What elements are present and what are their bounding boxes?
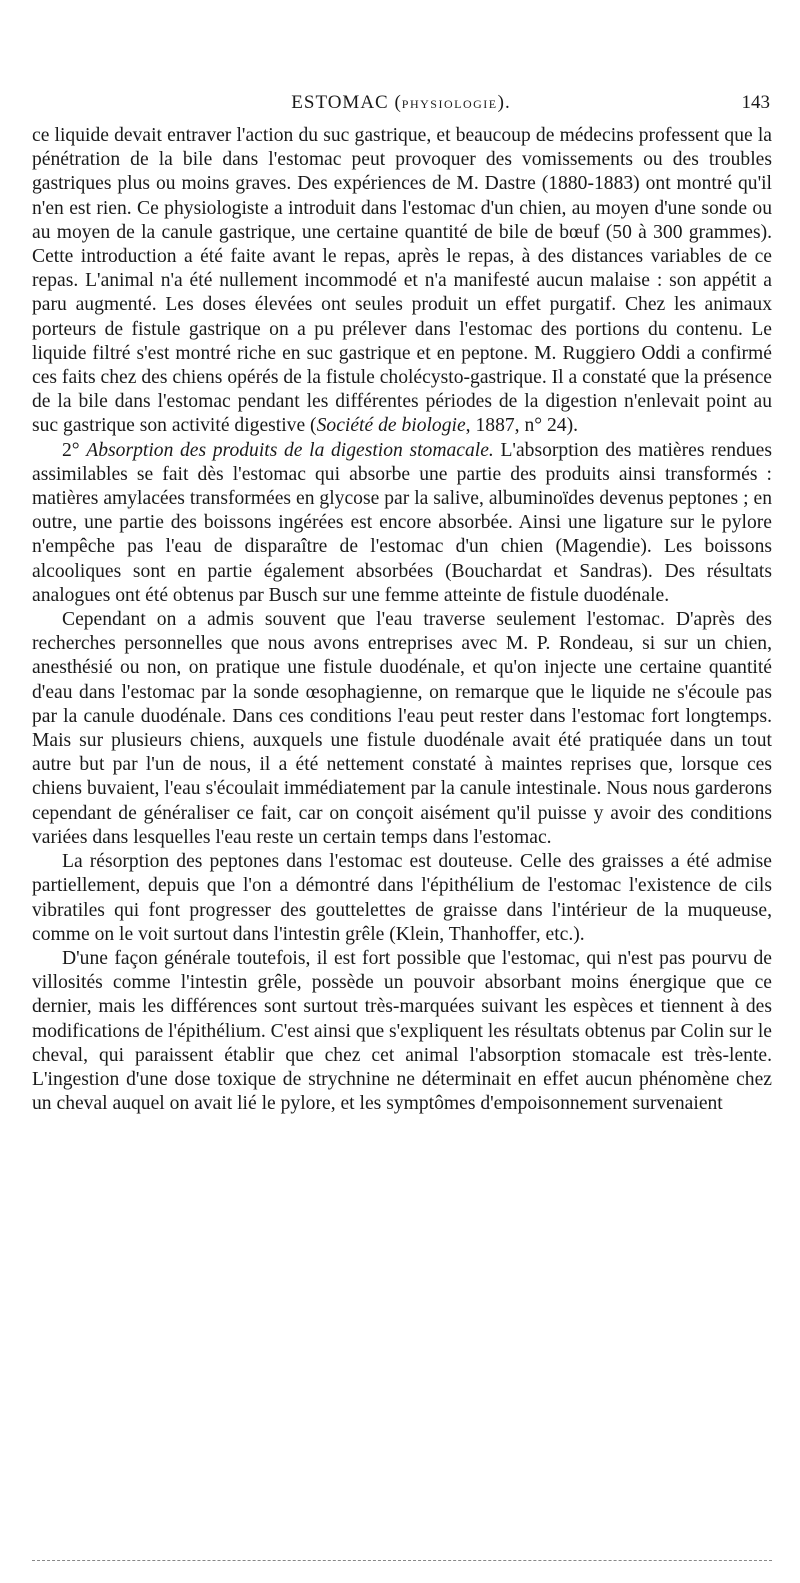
paragraph-3: Cependant on a admis souvent que l'eau traverse seulement l'estomac. D'après des recherches personnelles que nous avons entreprises avec M. P. Rondeau, si sur un chien, anesthésié ou non, on pratique une fistule duodénale, et qu'on injecte une certaine quantité d'eau dans l'estomac par la sonde œsophagienne, on remarque que le liquide ne s'écoule pas par la canule duodénale. Dans ces conditions l'eau peut rester dans l'estomac fort longtemps. Mais sur plusieurs chiens, auxquels une fistule duodénale avait été pratiquée dans un tout autre but par l'un de nous, il a été nettement constaté à maintes reprises que, lorsque ces chiens buvaient, l'eau s'écoulait immédiatement par la canule intestinale. Nous nous garderons cependant de généraliser ce fait, car on conçoit aisément qu'il puisse y avoir des conditions variées dans lesquelles l'eau reste un certain temps dans l'estomac. xyxy=(32,609,772,848)
paragraph-1-text: ce liquide devait entraver l'action du suc gastrique, et beaucoup de médecins professent que la pénétration de la bile dans l'estomac peut provoquer des vomissements ou des troubles gastriques plus ou moins graves. Des expériences de M. Dastre (1880-1883) ont montré qu'il n'en est rien. Ce physiologiste a introduit dans l'estomac d'un chien, au moyen d'une sonde ou au moyen de la canule gastrique, une certaine quantité de bile de bœuf (50 à 300 grammes). Cette introduction a été faite avant le repas, après le repas, à des distances variables de ce repas. L'animal n'a été nullement incommodé et n'a manifesté aucun malaise : son appétit a paru augmenté. Les doses élevées ont seules produit un effet purgatif. Chez les animaux porteurs de fistule gastrique on a pu prélever dans l'estomac des portions du contenu. Le liquide filtré s'est montré riche en suc gastrique et en peptone. M. Ruggiero Oddi a confirmé ces faits chez des chiens opérés de la fistule cholécysto-gastrique. Il a constaté que la présence de la bile dans l'estomac pendant les différentes périodes de la digestion n'enlevait point au suc gastrique son activité digestive ( xyxy=(32,125,772,437)
paragraph-2-text: L'absorption des matières rendues assimilables se fait dès l'estomac qui absorbe une partie des produits ainsi transformés : matières amylacées transformées en glycose par la salive, albuminoïdes devenus peptones ; en outre, une partie des boissons ingérées est encore absorbée. Ainsi une ligature sur le pylore n'empêche pas l'eau de disparaître de l'estomac d'un chien (Magendie). Les boissons alcooliques sont en partie également absorbées (Bouchardat et Sandras). Des résultats analogues ont été obtenus par Busch sur une femme atteinte de fistule duodénale. xyxy=(32,439,773,606)
running-title xyxy=(32,92,770,114)
paragraph-2 xyxy=(32,439,772,608)
title-main: ESTOMAC xyxy=(291,92,389,113)
paragraph-1-reference: Société de biologie xyxy=(316,415,466,437)
running-header xyxy=(32,92,770,120)
title-paren-open: ( xyxy=(388,92,402,113)
section-heading: Absorption des produits de la digestion stomacale. xyxy=(86,439,494,461)
paragraph-5: D'une façon générale toutefois, il est fort possible que l'estomac, qui n'est pas pourvu de villosités comme l'intestin grêle, possède un pouvoir absorbant moins énergique que ce dernier, mais les différences sont surtout très-marquées suivant les espèces et tiennent à des modifications de l'épithélium. C'est ainsi que s'expliquent les résultats obtenus par Colin sur le cheval, qui paraissent établir que chez cet animal l'absorption stomacale est très-lente. L'ingestion d'une dose toxique de strychnine ne déterminait en effet aucun phénomène chez un cheval auquel on avait lié le pylore, et les symptômes d'empoisonnement survenaient xyxy=(32,947,772,1115)
footer-rule xyxy=(32,1560,772,1561)
paragraph-1-reference-end: , 1887, n° 24). xyxy=(465,415,579,437)
page-number: 143 xyxy=(741,92,770,113)
paragraph-1 xyxy=(32,124,772,439)
title-small-caps: PHYSIOLOGIE xyxy=(401,97,498,111)
title-paren-close: ). xyxy=(497,92,511,113)
section-number: 2° xyxy=(62,439,87,461)
paragraph-4: La résorption des peptones dans l'estomac est douteuse. Celle des graisses a été admise partiellement, depuis que l'on a démontré dans l'épithélium de l'estomac l'existence de cils vibratiles qui font progresser des gouttelettes de graisse dans l'intérieur de la muqueuse, comme on le voit surtout dans l'intestin grêle (Klein, Thanhoffer, etc.). xyxy=(32,851,772,945)
body-text xyxy=(32,124,772,1116)
